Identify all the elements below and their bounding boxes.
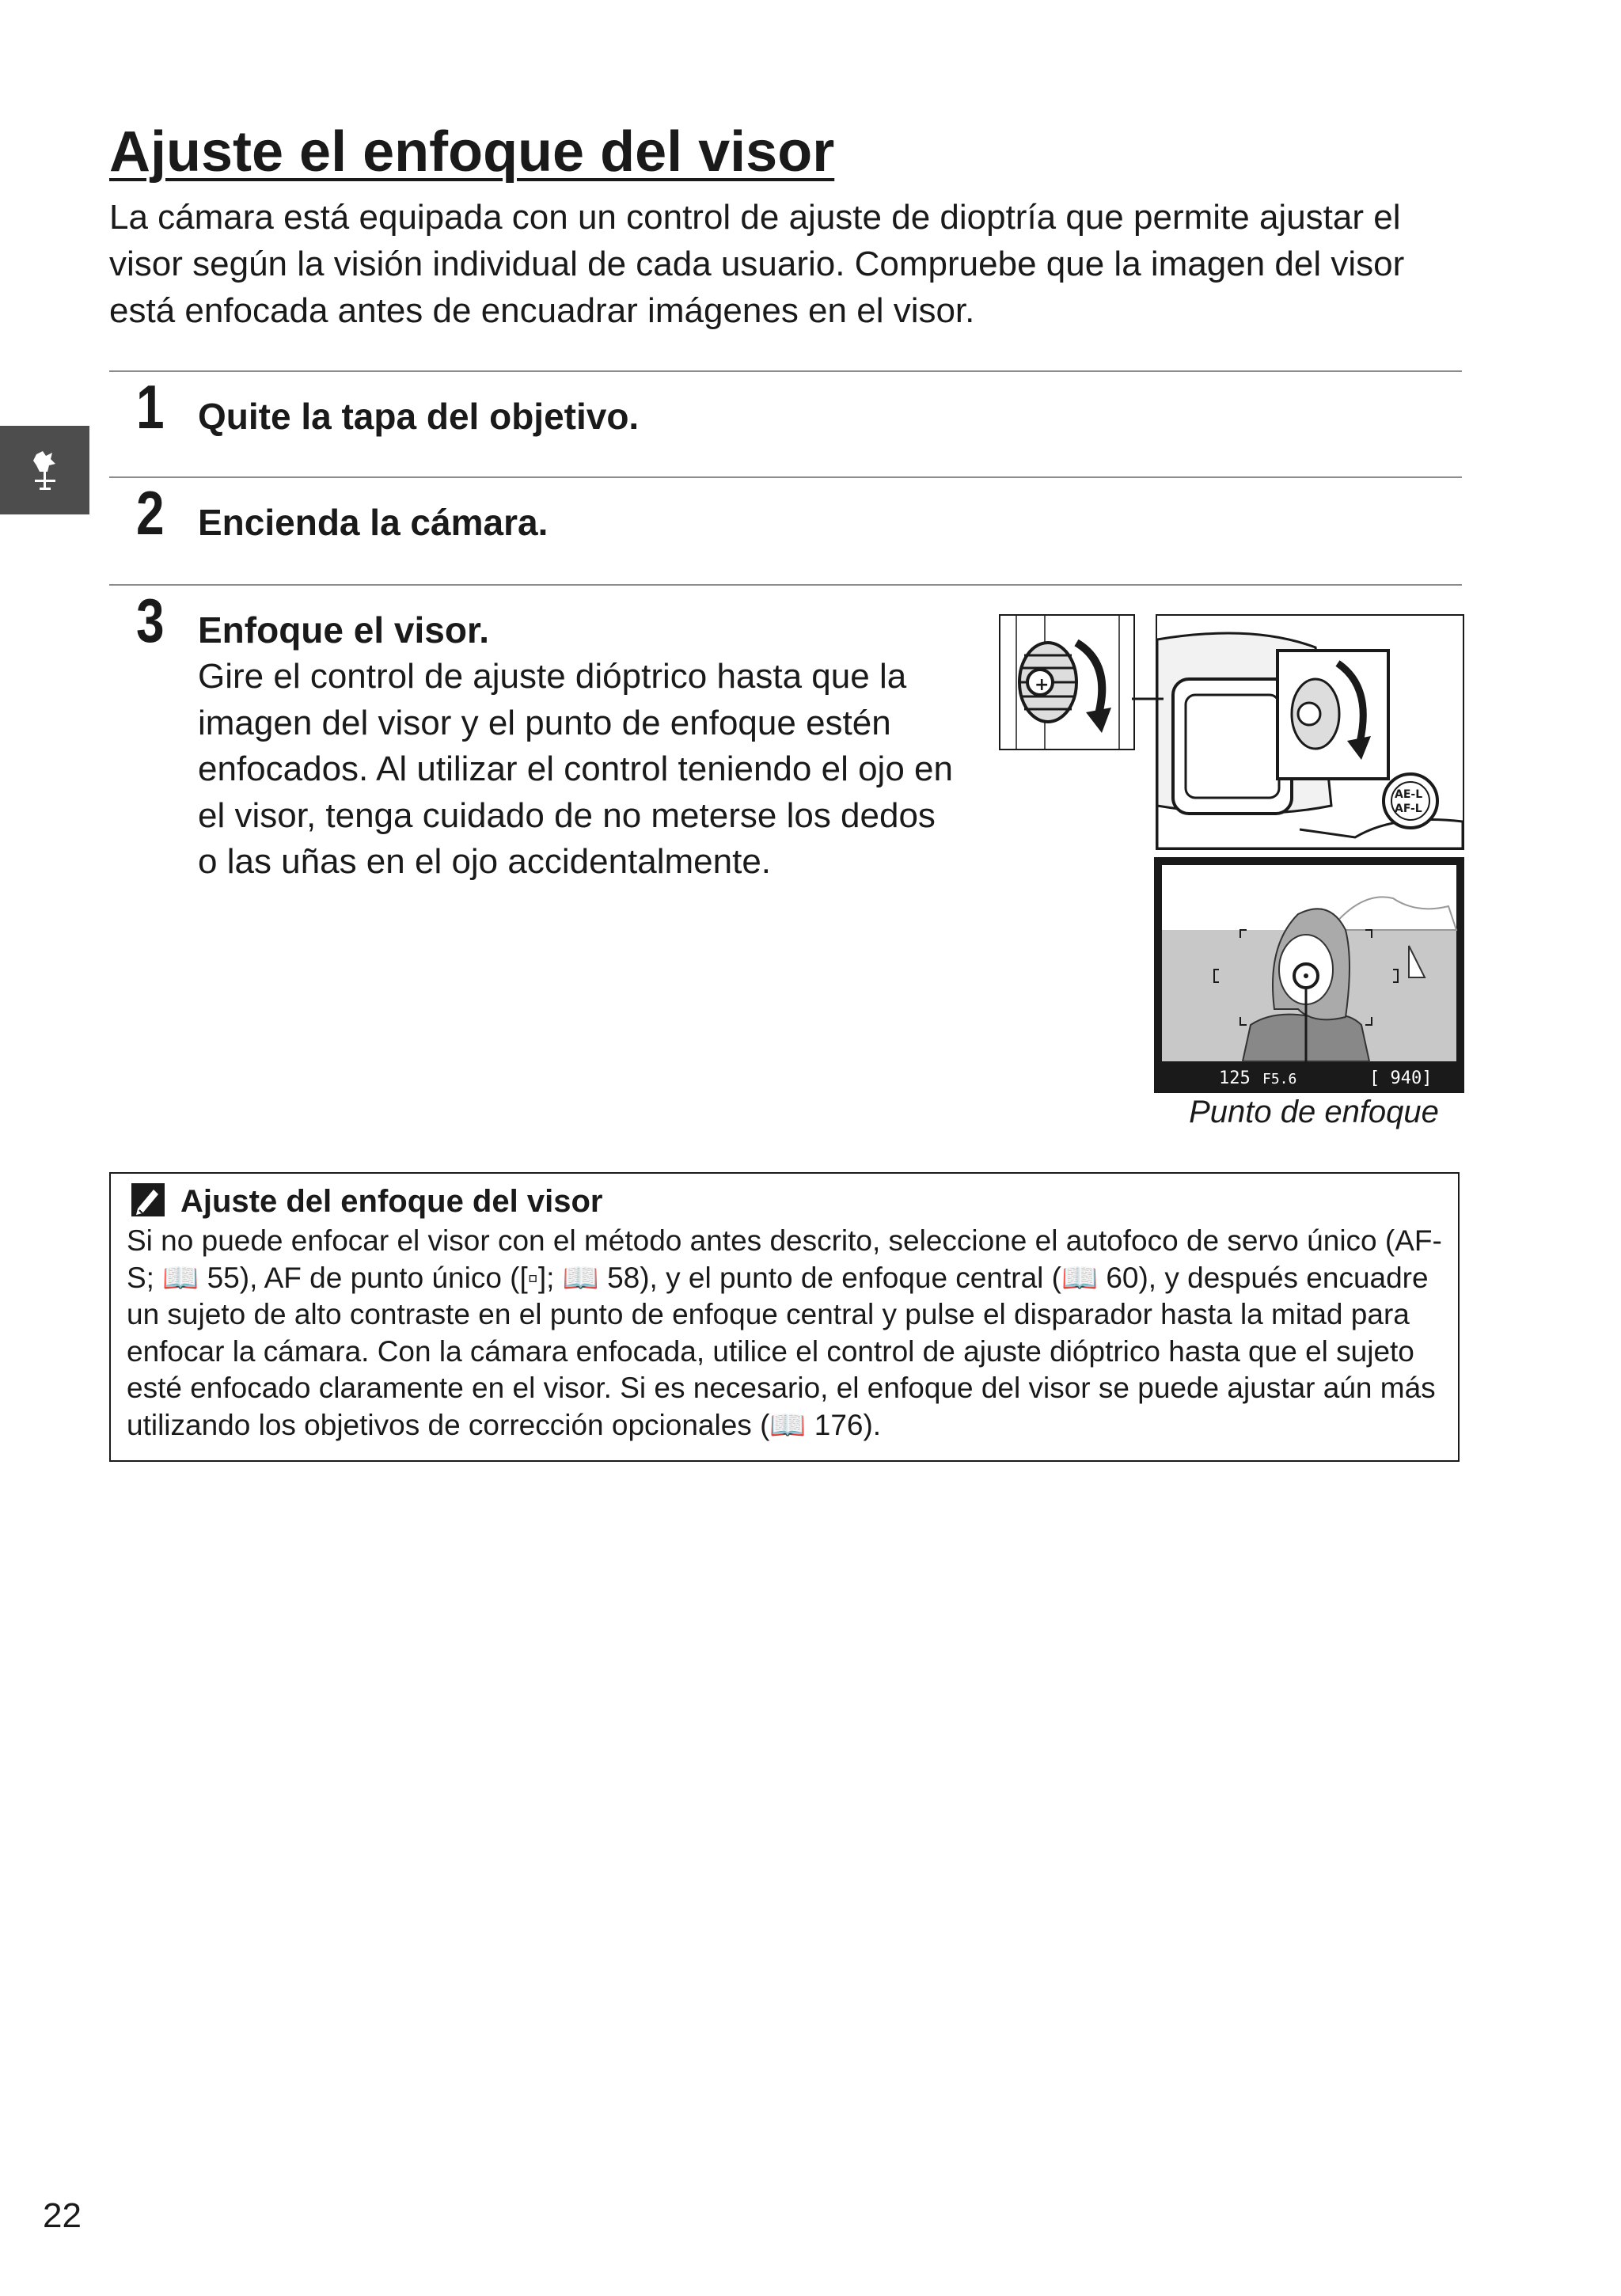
camera-eyepiece-illustration (1156, 614, 1464, 850)
step-title: Enfoque el visor. (198, 609, 490, 651)
viewfinder-counter: [ 940] (1369, 1068, 1433, 1088)
viewfinder-shutter: 125 (1219, 1068, 1251, 1088)
check-pencil-icon (130, 1182, 166, 1218)
viewfinder-scene (1156, 859, 1463, 1091)
divider (109, 584, 1462, 586)
page-title: Ajuste el enfoque del visor (109, 120, 835, 184)
illustration-caption: Punto de enfoque (1189, 1095, 1439, 1129)
step-title: Encienda la cámara. (198, 502, 549, 543)
note-box (109, 1172, 1460, 1462)
rooster-icon (32, 448, 59, 492)
svg-text:AE-L: AE-L (1395, 788, 1423, 801)
diopter-dial-zoom (999, 614, 1135, 750)
page-number: 22 (43, 2196, 82, 2235)
intro-paragraph: La cámara está equipada con un control de ajuste de dioptría que permite ajustar el visor según la visión individual de cada usuario. Compruebe que la imagen del visor está enfocada antes de encuadrar imágenes en el visor. (109, 198, 1405, 330)
diopter-dial-illustration (1000, 616, 1133, 749)
viewfinder-illustration (1154, 857, 1464, 1093)
divider (109, 370, 1462, 372)
side-tab[interactable] (0, 426, 89, 514)
note-body: Si no puede enfocar el visor con el método antes descrito, seleccione el autofoco de servo único (AF-S; 📖 55), AF de punto único ([▫]; 📖 58), y el punto de enfoque central (📖 60), y después encuadre un sujeto de alto contraste en el punto de enfoque central y pulse el disparador hasta la mitad para enfocar la cámara. Con la cámara enfocada, utilice el control de ajuste dióptrico hasta que el sujeto esté enfocado claramente en el visor. Si es necesario, el enfoque del visor se puede ajustar aún más utilizando los objetivos de corrección opcionales (📖 176). (127, 1224, 1442, 1441)
step-number: 3 (136, 586, 165, 655)
note-title: Ajuste del enfoque del visor (180, 1184, 603, 1219)
svg-text:+: + (1034, 675, 1050, 695)
step-description: Gire el control de ajuste dióptrico hasta que la imagen del visor y el punto de enfoque estén enfocados. Al utilizar el control teniendo el ojo en el visor, tenga cuidado de no meterse los dedos o las uñas en el ojo accidentalmente. (198, 657, 953, 881)
step-title: Quite la tapa del objetivo. (198, 396, 640, 437)
step-number: 1 (136, 372, 165, 442)
divider (109, 476, 1462, 478)
step-number: 2 (136, 478, 165, 548)
connector-line (1132, 696, 1164, 701)
svg-text:AF-L: AF-L (1395, 803, 1422, 815)
viewfinder-aperture: F5.6 (1262, 1071, 1297, 1087)
camera-illustration (1157, 616, 1463, 848)
